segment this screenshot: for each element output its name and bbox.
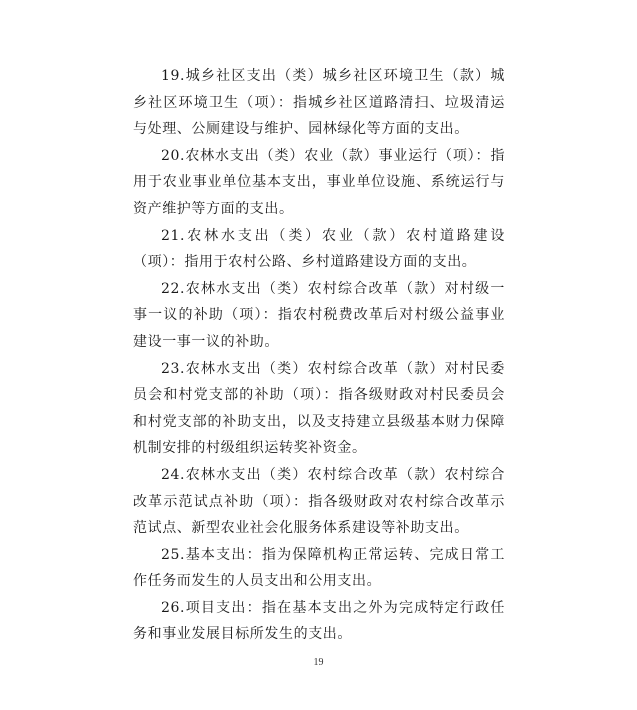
paragraph-23: 23.农林水支出（类）农村综合改革（款）对村民委员会和村党支部的补助（项）：指各级财政对村民委员会和村党支部的补助支出，以及支持建立县级基本财力保障机制安排的村级组织运转奖补资金。: [133, 360, 505, 457]
paragraph-21: 21.农林水支出（类）农业（款）农村道路建设（项）：指用于农村公路、乡村道路建设方面的支出。: [133, 227, 505, 271]
paragraph-24: 24.农林水支出（类）农村综合改革（款）农村综合改革示范试点补助（项）：指各级财政对农村综合改革示范试点、新型农业社会化服务体系建设等补助支出。: [133, 466, 505, 537]
paragraph-25: 25.基本支出：指为保障机构正常运转、完成日常工作任务而发生的人员支出和公用支出。: [133, 546, 505, 590]
paragraph-26: 26.项目支出：指在基本支出之外为完成特定行政任务和事业发展目标所发生的支出。: [133, 599, 505, 643]
paragraph-19: 19.城乡社区支出（类）城乡社区环境卫生（款）城乡社区环境卫生（项）：指城乡社区道路清扫、垃圾清运与处理、公厕建设与维护、园林绿化等方面的支出。: [133, 68, 505, 138]
paragraph-22: 22.农林水支出（类）农村综合改革（款）对村级一事一议的补助（项）：指农村税费改革后对村级公益事业建设一事一议的补助。: [133, 280, 505, 350]
document-body: [133, 63, 505, 648]
paragraph-20: 20.农林水支出（类）农业（款）事业运行（项）：指用于农业事业单位基本支出，事业单位设施、系统运行与资产维护等方面的支出。: [133, 147, 505, 217]
page-number: 19: [313, 657, 324, 668]
